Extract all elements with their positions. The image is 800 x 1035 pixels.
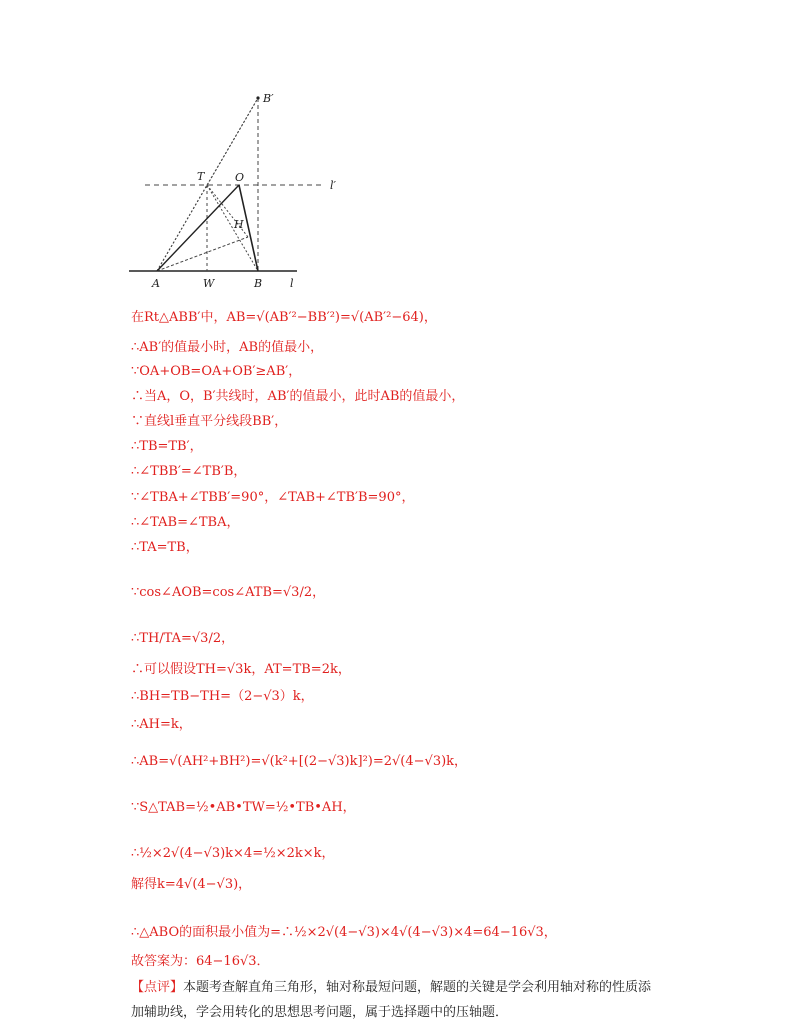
solution-line-21: 故答案为：64−16√3． [131, 954, 270, 969]
solution-line-13: ∴可以假设TH=√3k，AT=TB=2k， [131, 662, 351, 677]
label-A: A [152, 277, 160, 290]
label-T: T [197, 170, 205, 183]
solution-line-8: ∵∠TBA+∠TBB′=90°，∠TAB+∠TB′B=90°， [131, 490, 415, 505]
solution-line-7: ∴∠TBB′=∠TB′B， [131, 464, 247, 479]
label-B: B [254, 277, 263, 290]
comment-line-1 [131, 979, 651, 997]
solution-line-5: ∵直线l垂直平分线段BB′， [131, 414, 288, 429]
solution-line-14: ∴BH=TB−TH=（2−√3）k， [131, 689, 314, 704]
segment-AH [157, 237, 248, 271]
comment-line-2 [131, 1004, 508, 1022]
point-B-prime [256, 96, 259, 99]
solution-line-15: ∴AH=k， [131, 717, 192, 732]
solution-line-6: ∴TB=TB′， [131, 439, 203, 454]
solution-line-20: ∴△ABO的面积最小值为=∴½×2√(4−√3)×4√(4−√3)×4=64−16√3， [131, 925, 557, 940]
segment-TB [207, 185, 258, 271]
solution-line-19: 解得k=4√(4−√3)， [131, 877, 252, 892]
comment-tag: 【点评】 [131, 980, 184, 995]
comment-text-2: 加辅助线，学会用转化的思想思考问题，属于选择题中的压轴题． [131, 1005, 509, 1020]
label-O: O [235, 171, 245, 184]
solution-line-16: ∴AB=√(AH²+BH²)=√(k²+[(2−√3)k]²)=2√(4−√3)k， [131, 754, 468, 769]
solution-line-4: ∴当A，O，B′共线时，AB′的值最小，此时AB的值最小， [131, 389, 465, 404]
label-l-prime: l′ [330, 179, 337, 192]
segment-AT [157, 185, 207, 271]
solution-line-12: ∴TH/TA=√3/2， [131, 631, 235, 646]
label-B-prime: B′ [263, 92, 274, 105]
solution-line-3: ∵OA+OB=OA+OB′≥AB′， [131, 364, 302, 379]
solution-line-9: ∴∠TAB=∠TBA， [131, 515, 240, 530]
label-H: H [234, 218, 244, 231]
solution-line-2: ∴AB′的值最小时，AB的值最小， [131, 340, 324, 355]
solution-line-17: ∵S△TAB=½•AB•TW=½•TB•AH， [131, 800, 356, 815]
solution-line-11: ∵cos∠AOB=cos∠ATB=√3/2， [131, 585, 326, 600]
segment-AO [157, 185, 239, 271]
geometry-figure [125, 88, 350, 293]
label-W: W [203, 277, 215, 290]
solution-line-18: ∴½×2√(4−√3)k×4=½×2k×k， [131, 846, 335, 861]
solution-line-10: ∴TA=TB， [131, 540, 199, 555]
solution-line-1: 在Rt△ABB′中，AB=√(AB′²−BB′²)=√(AB′²−64)， [131, 310, 437, 325]
label-l: l [290, 277, 294, 290]
comment-text-1: 本题考查解直角三角形，轴对称最短问题，解题的关键是学会利用轴对称的性质添 [183, 980, 652, 995]
